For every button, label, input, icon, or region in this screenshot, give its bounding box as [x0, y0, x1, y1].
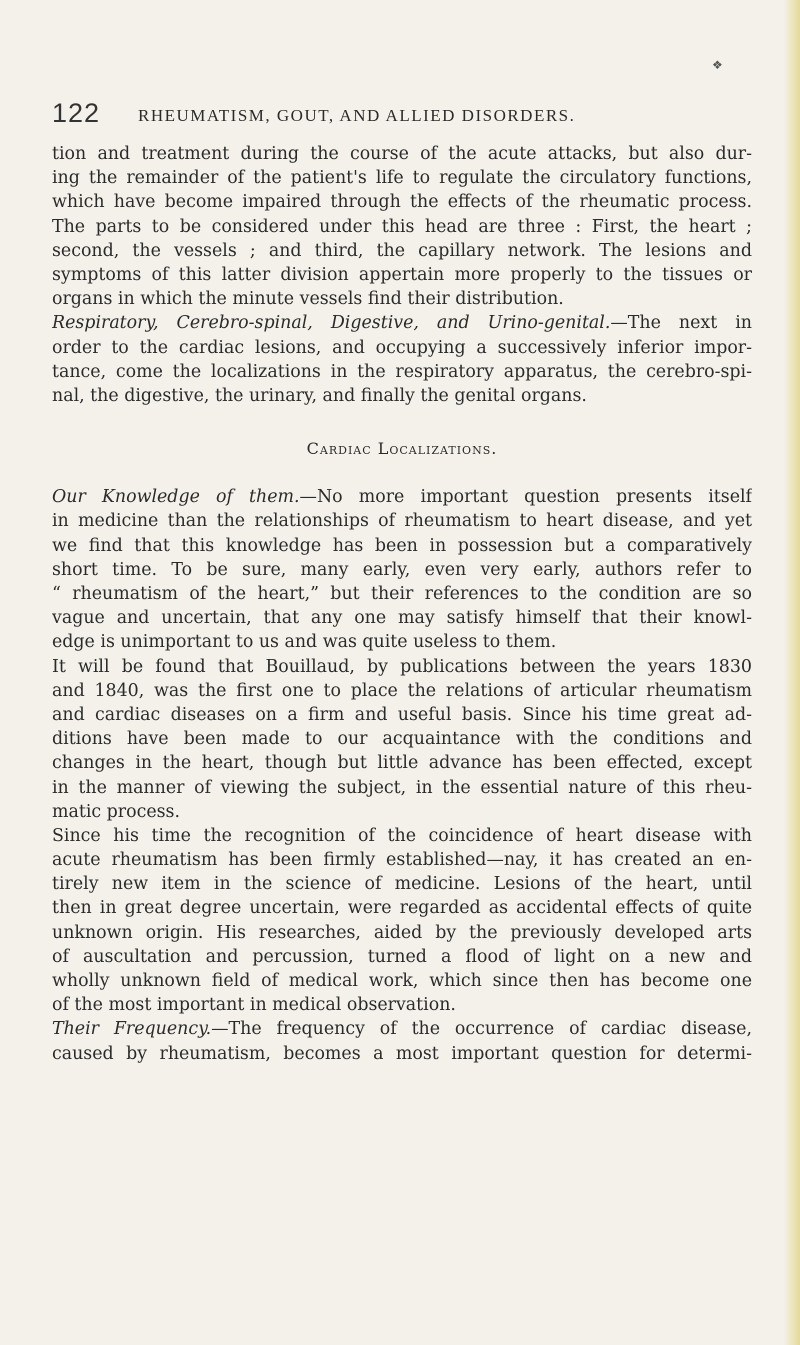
- text-line: of auscultation and percussion, turned a flood of light on a new and: [52, 946, 752, 967]
- text-line: then in great degree uncertain, were regarded as accidental effects of quite: [52, 898, 752, 919]
- text-line: tance, come the localizations in the respiratory apparatus, the cerebro-spi-: [52, 361, 752, 382]
- text-line: edge is unimportant to us and was quite useless to them.: [52, 632, 557, 653]
- text-line: of the most important in medical observation.: [52, 995, 456, 1016]
- subsection-heading: Their Frequency.: [52, 1019, 212, 1040]
- text-line: [52, 311, 752, 335]
- text-line: It will be found that Bouillaud, by publications between the years 1830: [52, 656, 752, 677]
- text-line: matic process.: [52, 801, 181, 822]
- section-title: Cardiac Localizations.: [306, 439, 498, 459]
- text-line: second, the vessels ; and third, the capillary network. The lesions and: [52, 240, 752, 261]
- text-line: in the manner of viewing the subject, in the essential nature of this rheu-: [52, 777, 752, 798]
- text-line: changes in the heart, though but little advance has been effected, except: [52, 753, 752, 774]
- text-line: symptoms of this latter division appertain more properly to the tissues or: [52, 264, 752, 285]
- text-line: The parts to be considered under this head are three : First, the heart ;: [52, 216, 752, 237]
- text-line: which have become impaired through the effects of the rheumatic process.: [52, 192, 752, 213]
- page-number: 122: [52, 98, 101, 128]
- book-page: [52, 0, 752, 1345]
- subsection-heading: Respiratory, Cerebro-spinal, Digestive, and Urino-genital.: [52, 313, 611, 334]
- text-line: in medicine than the relationships of rheumatism to heart disease, and yet: [52, 511, 752, 532]
- text-line: [52, 1017, 752, 1041]
- text-line: unknown origin. His researches, aided by the previously developed arts: [52, 922, 752, 943]
- body-text: [52, 142, 752, 1066]
- page-header: [52, 98, 752, 138]
- running-head: RHEUMATISM, GOUT, AND ALLIED DISORDERS.: [138, 106, 576, 125]
- spacer: [52, 408, 752, 437]
- text-line: and 1840, was the first one to place the relations of articular rheumatism: [52, 680, 752, 701]
- printer-mark: ❖: [712, 58, 723, 72]
- text-line: vague and uncertain, that any one may satisfy himself that their knowl-: [52, 608, 752, 629]
- text-line: ditions have been made to our acquaintance with the conditions and: [52, 729, 752, 750]
- spacer: [52, 461, 752, 485]
- text-line: caused by rheumatism, becomes a most important question for determi-: [52, 1043, 752, 1064]
- text-run: —No more important question presents itself: [299, 487, 752, 508]
- subsection-heading: Our Knowledge of them.: [52, 487, 300, 508]
- text-line: “ rheumatism of the heart,” but their references to the condition are so: [52, 584, 752, 604]
- text-run: —The frequency of the occurrence of cardiac disease,: [211, 1019, 752, 1040]
- text-line: Since his time the recognition of the coincidence of heart disease with: [52, 825, 752, 846]
- text-run: —The next in: [610, 313, 752, 334]
- text-line: acute rheumatism has been firmly established—nay, it has created an en-: [52, 850, 752, 871]
- text-line: order to the cardiac lesions, and occupying a successively inferior impor-: [52, 337, 752, 358]
- text-line: we find that this knowledge has been in possession but a comparatively: [52, 535, 752, 556]
- text-line: [52, 485, 752, 509]
- text-line: nal, the digestive, the urinary, and finally the genital organs.: [52, 385, 587, 406]
- text-line: and cardiac diseases on a firm and useful basis. Since his time great ad-: [52, 704, 752, 725]
- text-line: ing the remainder of the patient's life to regulate the circulatory functions,: [52, 168, 752, 189]
- text-line: tion and treatment during the course of the acute attacks, but also dur-: [52, 144, 752, 164]
- text-line: organs in which the minute vessels find their distribution.: [52, 289, 564, 310]
- page-edge: [784, 0, 800, 1345]
- text-line: short time. To be sure, many early, even very early, authors refer to: [52, 559, 752, 580]
- text-line: wholly unknown field of medical work, which since then has become one: [52, 971, 752, 991]
- text-line: tirely new item in the science of medicine. Lesions of the heart, until: [52, 874, 752, 895]
